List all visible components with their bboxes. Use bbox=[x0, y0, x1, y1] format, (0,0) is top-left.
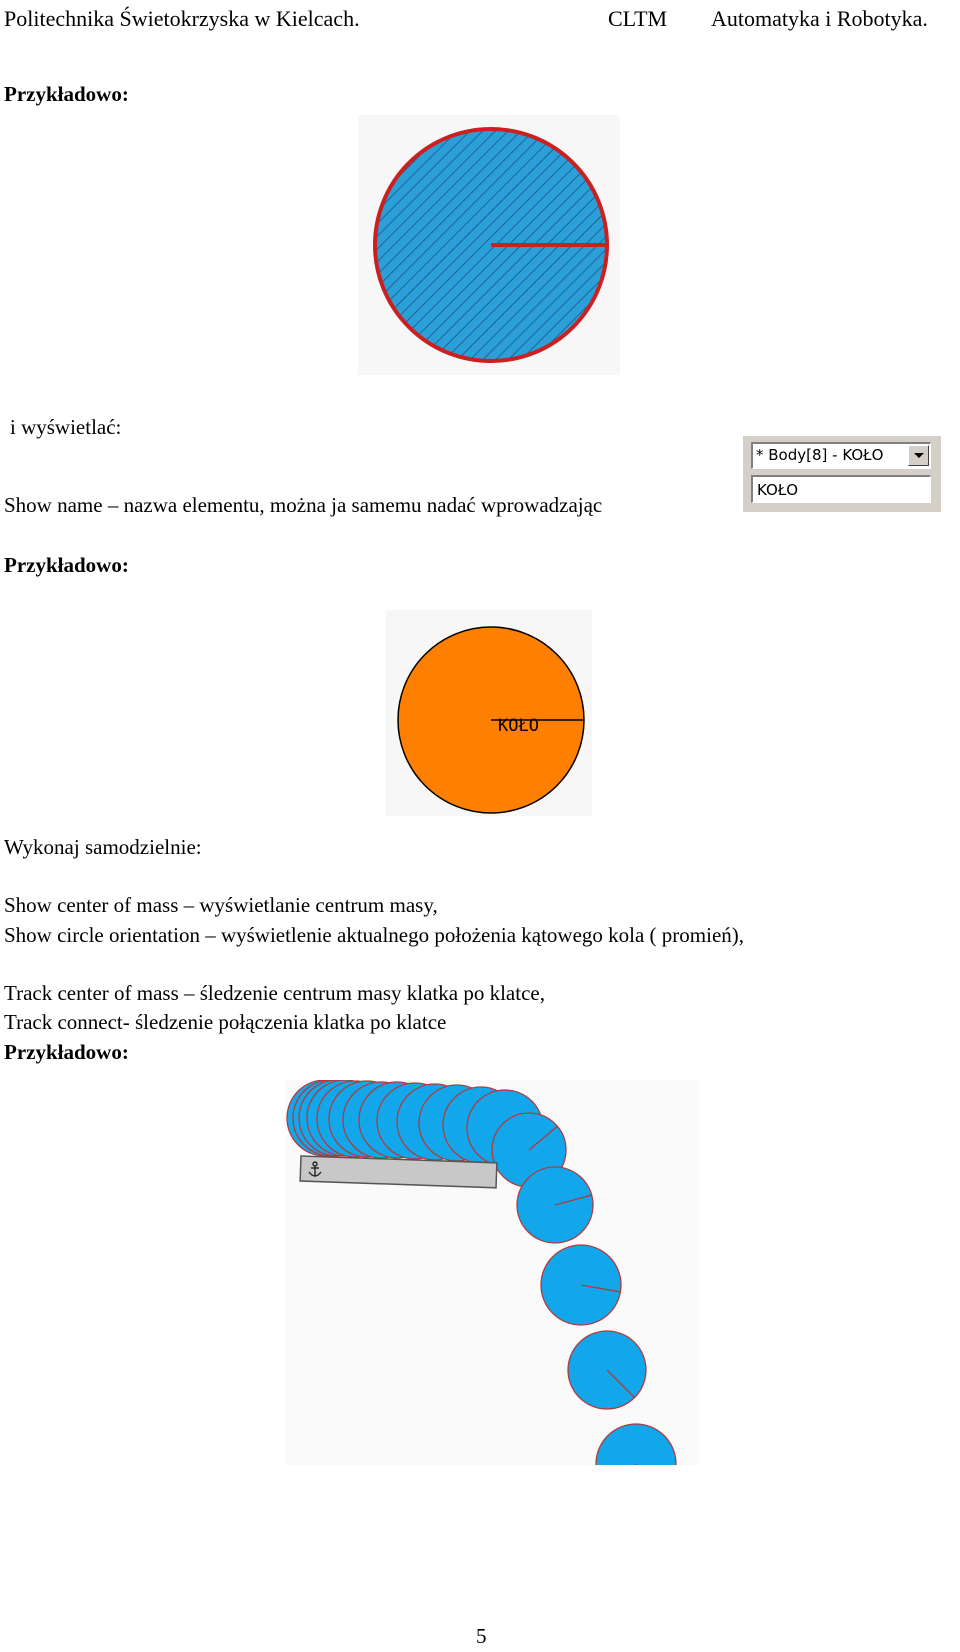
show-orientation-text: Show circle orientation – wyświetlenie aktualnego położenia kątowego kola ( promień), bbox=[4, 923, 745, 947]
show-name-text: Show name – nazwa elementu, można ja samemu nadać wprowadzając bbox=[4, 493, 603, 517]
body-name-widget bbox=[743, 436, 941, 512]
header-course: CLTM bbox=[608, 6, 668, 31]
task-heading: Wykonaj samodzielnie: bbox=[4, 835, 202, 859]
track-center-text: Track center of mass – śledzenie centrum masy klatka po klatce, bbox=[4, 981, 545, 1005]
example-label-3: Przykładowo: bbox=[4, 1040, 129, 1064]
body-select-dropdown[interactable] bbox=[751, 442, 931, 469]
tracking-figure bbox=[285, 1080, 700, 1465]
header-department: Automatyka i Robotyka. bbox=[711, 6, 928, 31]
body-select-value: * Body[8] - KOŁO bbox=[756, 446, 884, 464]
circle-name-label: KOŁO bbox=[498, 716, 539, 736]
orange-circle-figure bbox=[386, 610, 592, 816]
example-label-1: Przykładowo: bbox=[4, 82, 129, 106]
example-label-2: Przykładowo: bbox=[4, 553, 129, 577]
header-institution: Politechnika Świetokrzyska w Kielcach. bbox=[4, 6, 360, 31]
chevron-down-icon[interactable] bbox=[908, 445, 929, 466]
show-center-text: Show center of mass – wyświetlanie centrum masy, bbox=[4, 893, 438, 917]
hatched-circle-figure bbox=[358, 115, 620, 375]
body-name-input[interactable] bbox=[751, 475, 931, 503]
page-number: 5 bbox=[476, 1624, 487, 1648]
intro-text: i wyświetlać: bbox=[10, 415, 122, 439]
track-connect-text: Track connect- śledzenie połączenia klatka po klatce bbox=[4, 1010, 447, 1034]
